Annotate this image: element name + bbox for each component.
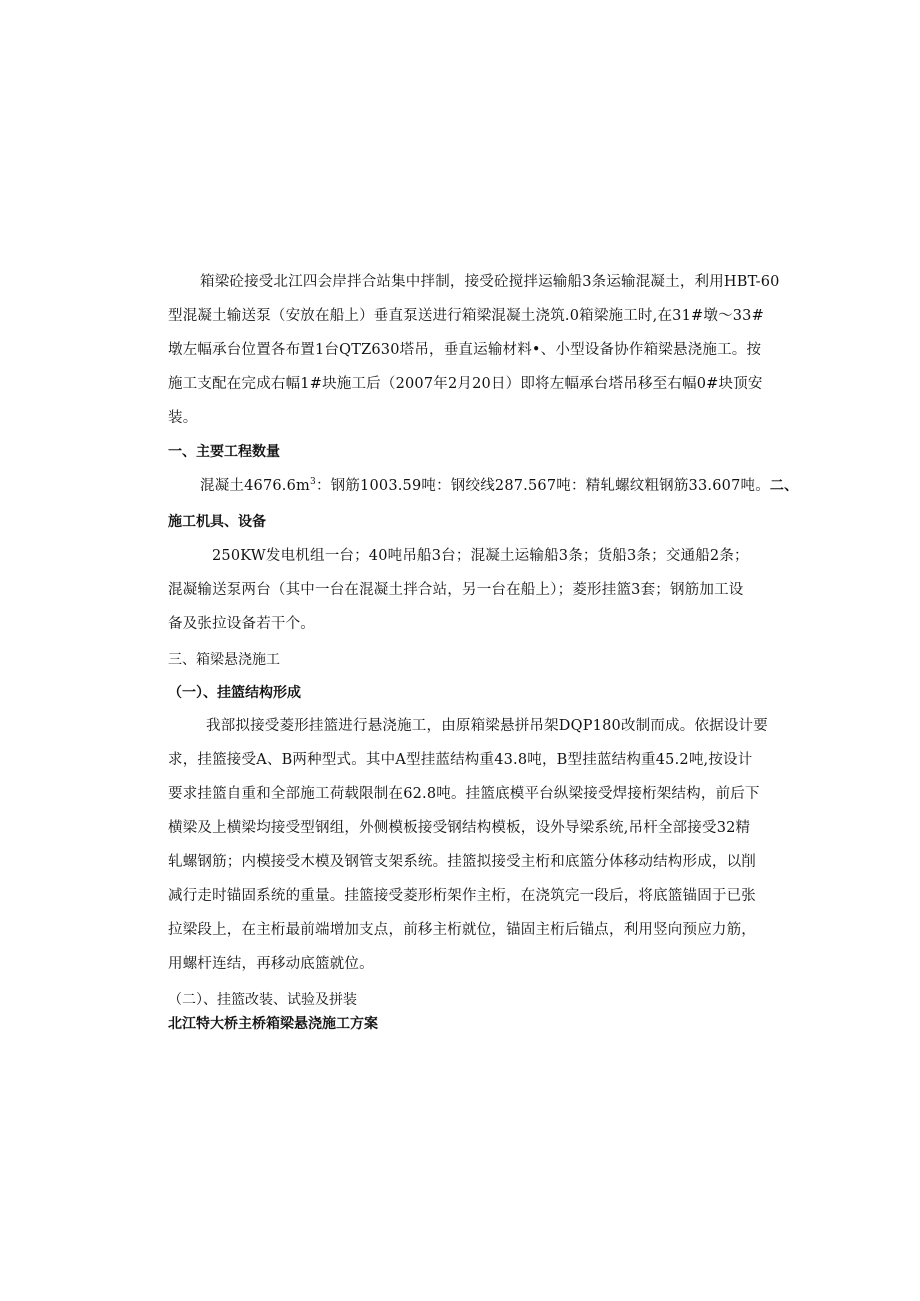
quantities-sup: 3 [310, 477, 316, 488]
para1-line-4: 施工支配在完成右幅1#块施工后（2007年2月20日）即将左幅承台塔吊移至右幅0#块顶安 [168, 376, 763, 392]
quantities-post: ：钢筋1003.59吨：钢绞线287.567吨：精轧螺纹粗钢筋33.607吨。 [315, 478, 770, 494]
section-heading-3a: （一）、挂篮结构形成 [168, 685, 301, 701]
document-footer-title: 北江特大桥主桥箱梁悬浇施工方案 [168, 1016, 378, 1032]
para3-line-4: 横梁及上横梁均接受型钢组，外侧模板接受钢结构模板，设外导梁系统,吊杆全部接受32精 [168, 820, 751, 836]
para1-line-1: 箱梁砼接受北江四会岸拌合站集中拌制，接受砼搅拌运输船3条运输混凝土，利用HBT-60 [200, 274, 780, 290]
para3-line-2: 求，挂篮接受A、B两种型式。其中A型挂蓝结构重43.8吨，B型挂蓝结构重45.2吨,按设计 [168, 752, 753, 768]
para3-line-3: 要求挂篮自重和全部施工荷载限制在62.8吨。挂篮底模平台纵梁接受焊接桁架结构，前后下 [168, 786, 760, 802]
para3-line-1: 我部拟接受菱形挂篮进行悬浇施工，由原箱梁悬拼吊架DQP180改制而成。依据设计要 [206, 718, 768, 734]
para2-line-1: 250KW发电机组一台；40吨吊船3台；混凝土运输船3条；货船3条；交通船2条； [212, 548, 749, 564]
para3-line-8: 用螺杆连结，再移动底篮就位。 [168, 956, 374, 972]
para1-line-3: 墩左幅承台位置各布置1台QTZ630塔吊，垂直运输材料•、小型设备协作箱梁悬浇施工。按 [168, 342, 762, 358]
para1-line-5: 装。 [168, 410, 198, 426]
para3-line-6: 减行走时锚固系统的重量。挂篮接受菱形桁架作主桁，在浇筑完一段后，将底篮锚固于已张 [168, 888, 756, 904]
para3-line-7: 拉梁段上，在主桁最前端增加支点，前移主桁就位，锚固主桁后锚点，利用竖向预应力筋， [168, 922, 756, 938]
quantities-pre: 混凝土4676.6m [200, 478, 310, 494]
para2-line-3: 备及张拉设备若干个。 [168, 616, 315, 632]
para1-line-2: 型混凝土输送泵（安放在船上）垂直泵送进行箱梁混凝土浇筑.0箱梁施工时,在31#墩～33# [168, 308, 764, 324]
section-heading-1: 一、主要工程数量 [168, 444, 280, 460]
para2-line-2: 混凝输送泵两台（其中一台在混凝土拌合站，另一台在船上）；菱形挂篮3套；钢筋加工设 [168, 582, 744, 598]
section-heading-3b: （二）、挂篮改装、试验及拼装 [168, 992, 357, 1008]
para3-line-5: 轧螺钢筋；内模接受木模及钢管支架系统。挂篮拟接受主桁和底篮分体移动结构形成，以削 [168, 854, 756, 870]
section-heading-2: 施工机具、设备 [168, 514, 266, 530]
quantities-tail: 二、 [769, 478, 799, 494]
section-heading-3: 三、箱梁悬浇施工 [168, 652, 280, 668]
quantities-line [0, 476, 920, 496]
